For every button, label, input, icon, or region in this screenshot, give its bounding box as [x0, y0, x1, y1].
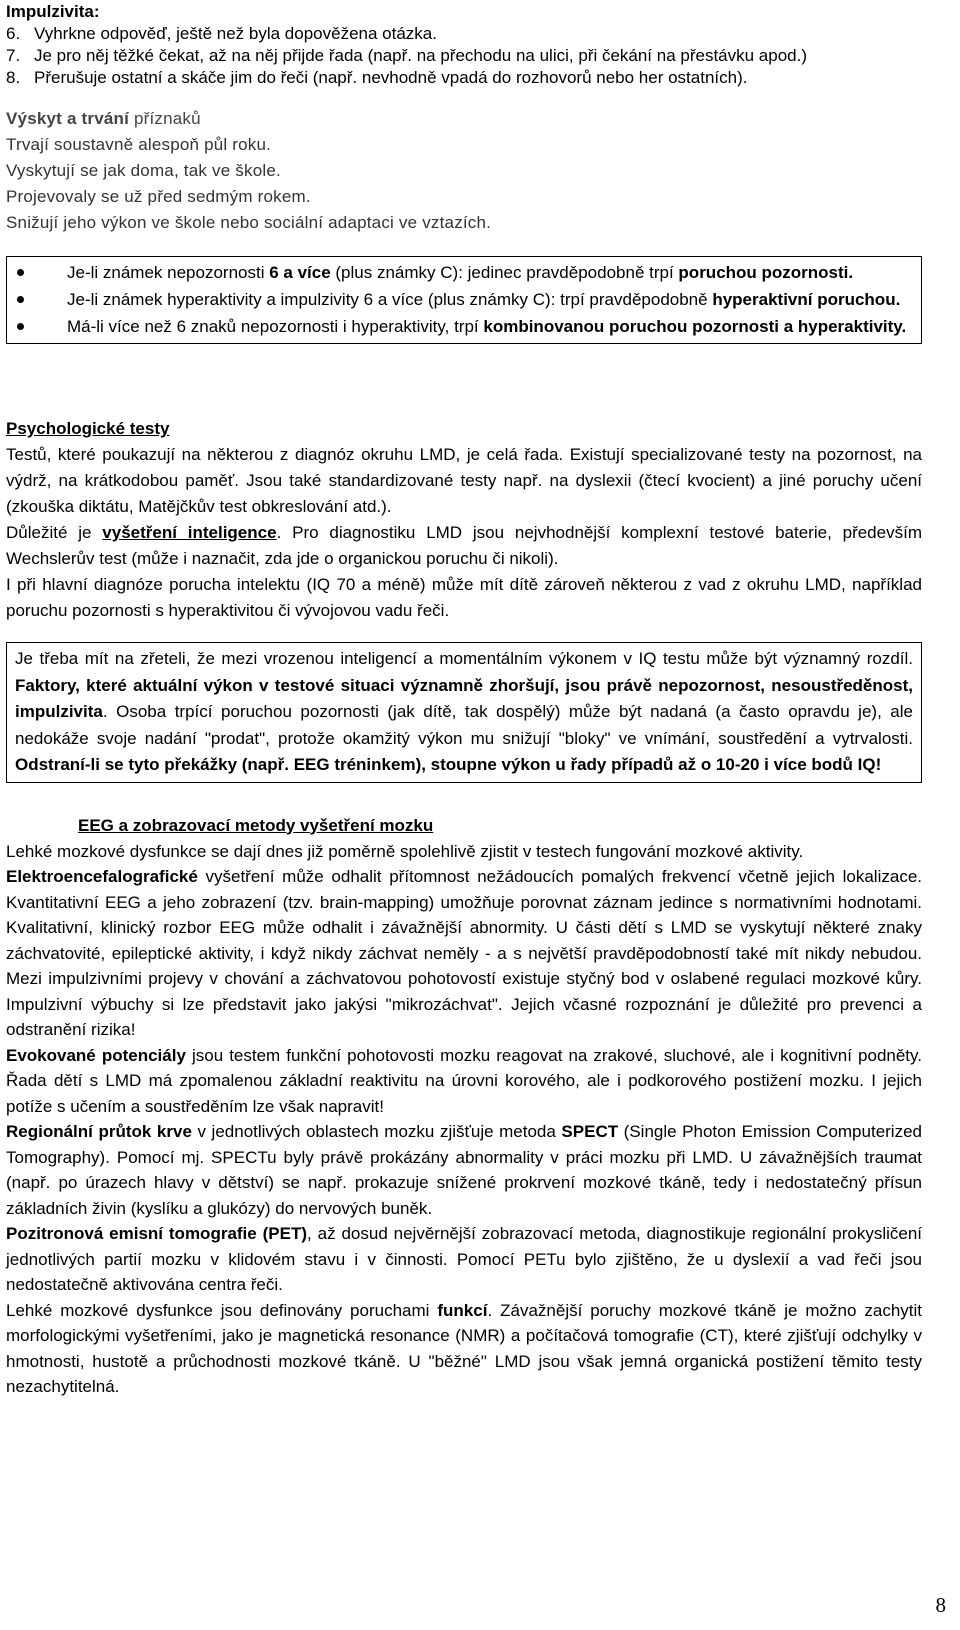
criteria-bullet: Je-li známek hyperaktivity a impulzivity 6 a více (plus známky C): trpí pravděpodobně hyperaktivní poruchou. — [7, 286, 909, 313]
tests-paragraph: Testů, které poukazují na některou z diagnóz okruhu LMD, je celá řada. Existují specializované testy na pozornost, na výdrž, na krátkodobou paměť. Jsou také standardizované testy např. na dyslexii (čtecí kvocient) a jiné poruchy učení (zkouška diktátu, Matějčkův test obkreslování atd.). — [6, 445, 922, 516]
occurrence-line: Trvají soustavně alespoň půl roku. — [6, 135, 272, 154]
item-text: Je pro něj těžké čekat, až na něj přijde řada (např. na přechodu na ulici, při čekání na přestávku apod.) — [34, 46, 808, 65]
criteria-box — [6, 256, 922, 344]
tests-section — [6, 416, 922, 624]
page-number: 8 — [935, 1593, 946, 1617]
eeg-paragraph: Evokované potenciály jsou testem funkční pohotovosti mozku reagovat na zrakové, sluchové, ale i kognitivní podněty. Řada dětí s LMD má zpomalenou základní reaktivitu na úrovni korového, ale i podkorového postižení mozku. I jejich potíže s učením a soustředěním lze však napravit! — [6, 1045, 922, 1116]
impulsivity-heading: Impulzivita: — [6, 2, 100, 21]
occurrence-title: Výskyt a trvání příznaků — [6, 109, 201, 128]
bullet-icon — [7, 286, 51, 313]
tests-paragraph: Důležité je vyšetření inteligence. Pro diagnostiku LMD jsou nejvhodnější komplexní testové baterie, především Wechslerův test (může i naznačit, zda jde o organickou poruchu či nikoli). — [6, 523, 922, 568]
occurrence-line: Snižují jeho výkon ve škole nebo sociální adaptaci ve vztazích. — [6, 213, 492, 232]
eeg-paragraph: Regionální průtok krve v jednotlivých oblastech mozku zjišťuje metoda SPECT (Single Photon Emission Computerized Tomography). Pomocí mj. SPECTu byly právě prokázány abnormality v práci mozku při LMD. U závažnějších traumat (např. po úrazech hlavy v dětství) se např. prokazuje snížené prokrvení mozkové tkáně, tedy i nedostatečný přísun základních živin (kyslíku a glukózy) do nervových buněk. — [6, 1122, 922, 1218]
tests-paragraph: I při hlavní diagnóze porucha intelektu (IQ 70 a méně) může mít dítě zároveň některou z vad z okruhu LMD, například poruchu pozornosti s hyperaktivitou či vývojovou vadu řeči. — [6, 575, 922, 620]
eeg-section — [6, 813, 922, 1400]
impulsivity-list — [6, 23, 922, 89]
criteria-bullet: Má-li více než 6 znaků nepozornosti i hyperaktivity, trpí kombinovanou poruchou pozornosti a hyperaktivity. — [7, 313, 909, 340]
bullet-icon — [7, 313, 51, 340]
occurrence-line: Vyskytují se jak doma, tak ve škole. — [6, 161, 281, 180]
bullet-icon — [7, 259, 51, 286]
occurrence-line: Projevovaly se už před sedmým rokem. — [6, 187, 311, 206]
eeg-heading: EEG a zobrazovací metody vyšetření mozku — [78, 815, 434, 835]
eeg-paragraph: Elektroencefalografické vyšetření může odhalit přítomnost nežádoucích pomalých frekvencí včetně jejich lokalizace. Kvantitativní EEG a jeho zobrazení (tzv. brain-mapping) umožňuje porovnat záznam jedince s normativními hodnotami. Kvalitativní, klinický rozbor EEG může odhalit i závažnější abnormity. U části dětí s LMD se vyskytují některé znaky záchvatovité, epileptické aktivity, i když nikdy záchvat neměly - a s největší pravděpodobností také mít nikdy nebudou. Mezi impulzivními projevy v chování a záchvatovou pohotovostí existuje styčný bod v oslabené regulaci mozkové kůry. Impulzivní výbuchy si lze představit jako jakýsi "mikrozáchvat". Jejich včasné rozpoznání je důležité pro prevenci a odstranění rizika! — [6, 867, 922, 1039]
item-number: 7. — [6, 46, 21, 65]
iq-note-box: Je třeba mít na zřeteli, že mezi vrozenou inteligencí a momentálním výkonem v IQ testu může být významný rozdíl. Faktory, které aktuální výkon v testové situaci významně zhoršují, jsou právě nepozornost, nesoustředěnost, impulzivita. Osoba trpící poruchou pozornosti (jak dítě, tak dospělý) může být nadaná (a často opravdu je), ale nedokáže svoje nadání "prodat", protože okamžitý výkon mu snižují "bloky" ve vnímání, soustředění a vytrvalosti. Odstraní-li se tyto překážky (např. EEG tréninkem), stoupne výkon u řady případů až o 10-20 i více bodů IQ! — [6, 642, 922, 783]
criteria-bullet: Je-li známek nepozornosti 6 a více (plus známky C): jedinec pravděpodobně trpí poruchou pozornosti. — [7, 259, 909, 286]
eeg-paragraph: Lehké mozkové dysfunkce se dají dnes již poměrně spolehlivě zjistit v testech fungování mozkové aktivity. — [6, 841, 804, 861]
eeg-paragraph: Pozitronová emisní tomografie (PET), až dosud nejvěrnější zobrazovací metoda, diagnostikuje regionální prokysličení jednotlivých partií mozku v klidovém stavu i v činnosti. Pomocí PETu bylo zjištěno, že u dyslexií a vad řeči jsou nedostatečně aktivována centra řeči. — [6, 1224, 922, 1294]
list-item — [6, 45, 922, 67]
eeg-paragraph: Lehké mozkové dysfunkce jsou definovány poruchami funkcí. Závažnější poruchy mozkové tkáně je možno zachytit morfologickými vyšetřeními, jako je magnetická resonance (NMR) a počítačová tomografie (CT), které zjišťují odchylky v hmotnosti, hustotě a průchodnosti mozkové tkáně. U "běžné" LMD jsou však jemná organická postižení těmito testy nezachytitelná. — [6, 1300, 922, 1396]
item-number: 8. — [6, 68, 21, 87]
occurrence-section — [6, 106, 922, 236]
list-item — [6, 23, 922, 45]
item-text: Přerušuje ostatní a skáče jim do řeči (např. nevhodně vpadá do rozhovorů nebo her ostatních). — [34, 68, 748, 87]
item-text: Vyhrkne odpověď, ještě než byla dopověžena otázka. — [34, 24, 437, 43]
list-item — [6, 67, 922, 89]
item-number: 6. — [6, 24, 21, 43]
tests-heading: Psychologické testy — [6, 419, 170, 438]
